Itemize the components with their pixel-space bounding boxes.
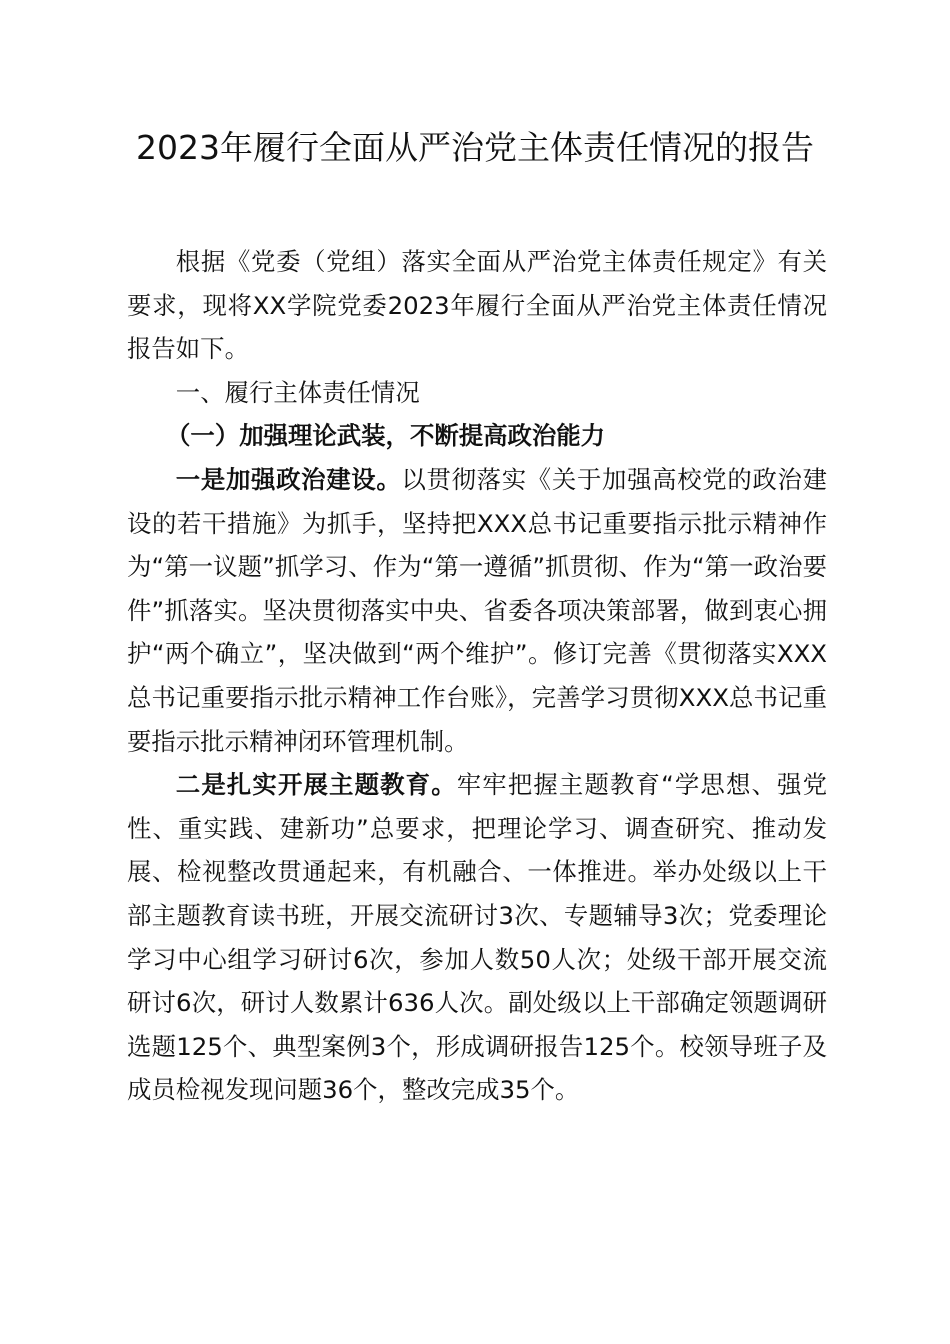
subsection-heading-1: （一）加强理论武装，不断提高政治能力	[166, 421, 606, 451]
document-body	[127, 240, 827, 1112]
document-title: 2023年履行全面从严治党主体责任情况的报告	[136, 128, 814, 167]
paragraph-text: 牢牢把握主题教育“学思想、强党性、重实践、建新功”总要求，把理论学习、调查研究、推动发展、检视整改贯通起来，有机融合、一体推进。举办处级以上干部主题教育读书班，开展交流研讨3次、专题辅导3次；党委理论学习中心组学习研讨6次，参加人数50人次；处级干部开展交流研讨6次，研讨人数累计636人次。副处级以上干部确定领题调研选题125个、典型案例3个，形成调研报告125个。校领导班子及成员检视发现问题36个，整改完成35个。	[127, 770, 827, 1105]
paragraph-political-building	[127, 458, 827, 763]
section-heading-1: 一、履行主体责任情况	[175, 377, 420, 407]
intro-paragraph: 根据《党委（党组）落实全面从严治党主体责任规定》有关要求，现将XX学院党委2023年履行全面从严治党主体责任情况报告如下。	[127, 247, 827, 364]
paragraph-theme-education	[127, 763, 827, 1112]
paragraph-text: 以贯彻落实《关于加强高校党的政治建设的若干措施》为抓手，坚持把XXX总书记重要指示批示精神作为“第一议题”抓学习、作为“第一遵循”抓贯彻、作为“第一政治要件”抓落实。坚决贯彻落实中央、省委各项决策部署，做到衷心拥护“两个确立”，坚决做到“两个维护”。修订完善《贯彻落实XXX总书记重要指示批示精神工作台账》，完善学习贯彻XXX总书记重要指示批示精神闭环管理机制。	[127, 464, 827, 756]
paragraph-lead: 一是加强政治建设。	[175, 464, 402, 494]
paragraph-lead: 二是扎实开展主题教育。	[175, 770, 457, 800]
